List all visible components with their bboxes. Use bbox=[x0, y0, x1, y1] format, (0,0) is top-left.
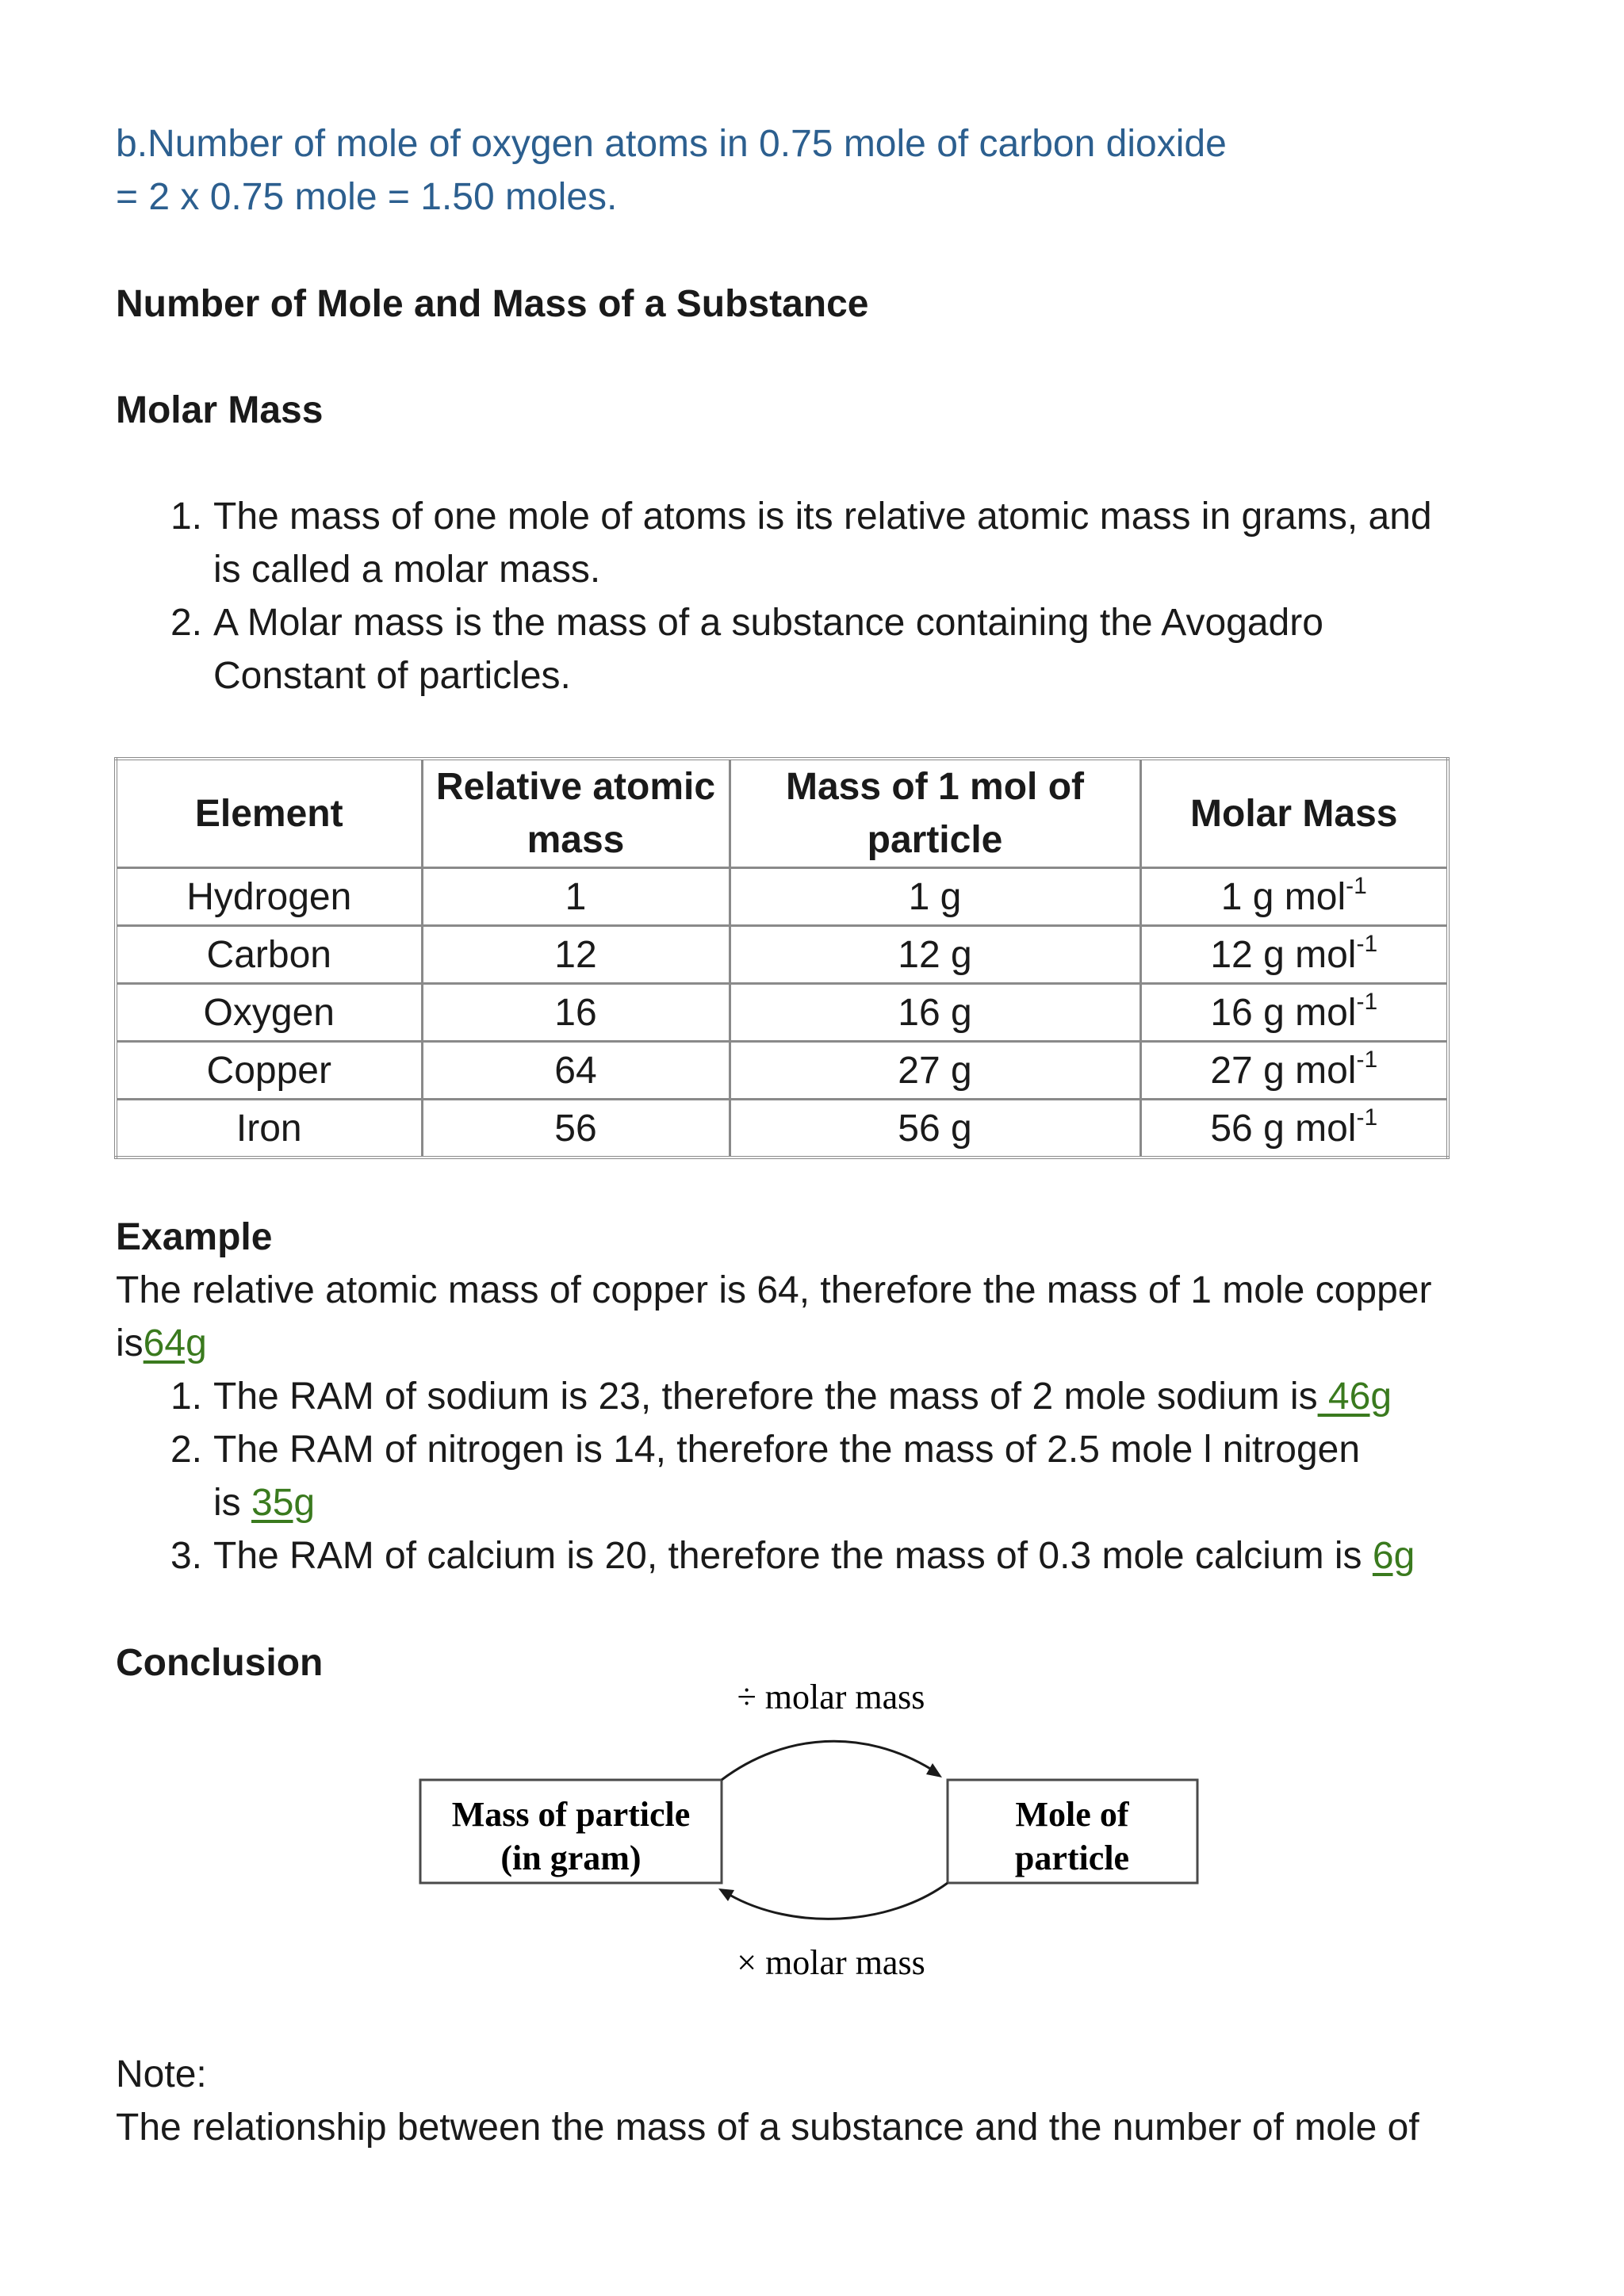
right-box-line-1: Mole of bbox=[1015, 1795, 1129, 1834]
list-text: The RAM of nitrogen is 14, therefore the mass of 2.5 mole l nitrogen bbox=[213, 1429, 1361, 1471]
list-text: The mass of one mole of atoms is its relative atomic mass in grams, and bbox=[213, 496, 1432, 538]
cell-mass: 12 g bbox=[730, 926, 1140, 984]
cell-ram: 16 bbox=[422, 984, 730, 1042]
cell-element: Carbon bbox=[116, 926, 422, 984]
multiply-arrow-curve bbox=[730, 1883, 948, 1919]
divide-molar-mass-label: ÷ molar mass bbox=[737, 1681, 925, 1716]
list-number: 1. bbox=[170, 1376, 202, 1418]
list-item-continuation: is called a molar mass. bbox=[213, 549, 601, 591]
section-title: Number of Mole and Mass of a Substance bbox=[116, 283, 869, 325]
cell-mass: 56 g bbox=[730, 1100, 1140, 1158]
note-text: The relationship between the mass of a substance and the number of mole of bbox=[116, 2107, 1419, 2149]
list-item-continuation: Constant of particles. bbox=[213, 655, 571, 697]
left-box-line-1: Mass of particle bbox=[451, 1795, 691, 1834]
divide-arrow-curve bbox=[722, 1741, 932, 1780]
divide-arrowhead bbox=[926, 1763, 942, 1777]
list-number: 3. bbox=[170, 1535, 202, 1577]
list-text: A Molar mass is the mass of a substance containing the Avogadro bbox=[213, 602, 1323, 644]
cell-element: Iron bbox=[116, 1100, 422, 1158]
cell-element: Copper bbox=[116, 1042, 422, 1100]
conclusion-title: Conclusion bbox=[116, 1642, 324, 1684]
cell-molar-mass: 1 g mol$^{-1}$ bbox=[1140, 868, 1448, 926]
example-line-2: is64g bbox=[116, 1322, 207, 1364]
cell-molar-mass: 16 g mol$^{-1}$ bbox=[1140, 984, 1448, 1042]
cell-molar-mass: 12 g mol$^{-1}$ bbox=[1140, 926, 1448, 984]
molar-mass-title: Molar Mass bbox=[116, 389, 324, 431]
right-box-line-2: particle bbox=[1014, 1839, 1130, 1877]
list-text: The RAM of sodium is 23, therefore the mass of 2 mole sodium is bbox=[213, 1376, 1318, 1418]
table-row bbox=[116, 868, 1448, 926]
list-item-continuation: is 35g bbox=[213, 1482, 316, 1524]
table-row bbox=[116, 926, 1448, 984]
cell-mass: 1 g bbox=[730, 868, 1140, 926]
answer-link[interactable]: 6g bbox=[1372, 1535, 1415, 1577]
table-header-row bbox=[116, 759, 1448, 868]
left-box-line-2: (in gram) bbox=[500, 1839, 642, 1877]
list-number: 1. bbox=[170, 496, 202, 538]
molar-mass-table bbox=[114, 757, 1450, 1159]
table-row bbox=[116, 1042, 1448, 1100]
cell-mass: 27 g bbox=[730, 1042, 1140, 1100]
header-relative-atomic-mass: Relative atomic mass bbox=[422, 759, 730, 868]
table-row bbox=[116, 1100, 1448, 1158]
example-line-1: The relative atomic mass of copper is 64, therefore the mass of 1 mole copper bbox=[116, 1269, 1432, 1311]
answer-link[interactable]: 46g bbox=[1317, 1376, 1392, 1418]
cell-element: Hydrogen bbox=[116, 868, 422, 926]
cell-molar-mass: 56 g mol$^{-1}$ bbox=[1140, 1100, 1448, 1158]
header-molar-mass: Molar Mass bbox=[1140, 759, 1448, 868]
cell-ram: 64 bbox=[422, 1042, 730, 1100]
list-item bbox=[151, 1370, 1392, 1423]
example-title: Example bbox=[116, 1216, 273, 1258]
cell-molar-mass: 27 g mol$^{-1}$ bbox=[1140, 1042, 1448, 1100]
list-number: 2. bbox=[170, 1429, 202, 1471]
list-item bbox=[151, 1529, 1415, 1582]
multiply-molar-mass-label: × molar mass bbox=[737, 1943, 925, 1982]
list-item bbox=[151, 1423, 1360, 1476]
list-number: 2. bbox=[170, 602, 202, 644]
intro-line-2: = 2 x 0.75 mole = 1.50 moles. bbox=[116, 176, 618, 218]
note-label: Note: bbox=[116, 2053, 207, 2095]
cell-element: Oxygen bbox=[116, 984, 422, 1042]
list-item bbox=[151, 596, 1323, 649]
header-mass-of-1-mol: Mass of 1 mol of particle bbox=[730, 759, 1140, 868]
list-item bbox=[151, 490, 1432, 543]
cell-ram: 12 bbox=[422, 926, 730, 984]
cell-mass: 16 g bbox=[730, 984, 1140, 1042]
cell-ram: 56 bbox=[422, 1100, 730, 1158]
conversion-diagram bbox=[412, 1681, 1213, 1998]
table-row bbox=[116, 984, 1448, 1042]
answer-link[interactable]: 35g bbox=[251, 1482, 316, 1524]
answer-link[interactable]: 64g bbox=[143, 1322, 207, 1364]
header-element: Element bbox=[116, 759, 422, 868]
list-text: The RAM of calcium is 20, therefore the mass of 0.3 mole calcium is bbox=[213, 1535, 1373, 1577]
cell-ram: 1 bbox=[422, 868, 730, 926]
intro-line-1: b.Number of mole of oxygen atoms in 0.75 mole of carbon dioxide bbox=[116, 123, 1227, 165]
